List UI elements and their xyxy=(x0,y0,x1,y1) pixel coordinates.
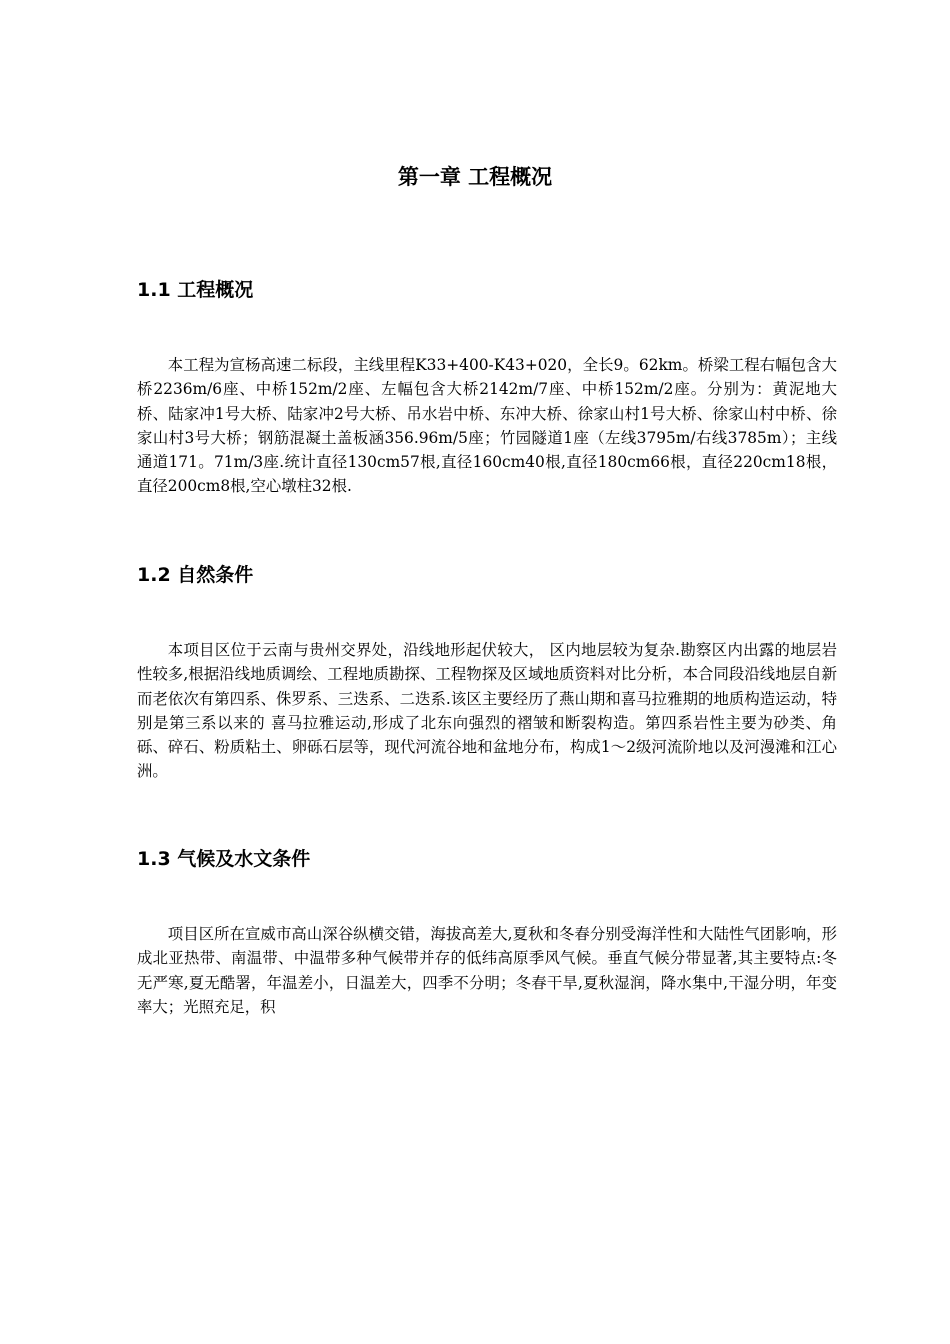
section-heading-climate-hydrology: 1.3 气候及水文条件 xyxy=(137,848,311,870)
section-heading-project-overview: 1.1 工程概况 xyxy=(137,279,254,301)
section-heading-natural-conditions: 1.2 自然条件 xyxy=(137,564,254,586)
section-body-climate-hydrology: 项目区所在宣威市高山深谷纵横交错，海拔高差大,夏秋和冬春分别受海洋性和大陆性气团影响，形成北亚热带、南温带、中温带多种气候带并存的低纬高原季风气候。垂直气候分带显著,其主要特点:冬无严寒,夏无酷署，年温差小，日温差大，四季不分明；冬春干旱,夏秋湿润，降水集中,干湿分明，年变率大；光照充足，积 xyxy=(137,925,837,1016)
chapter-title: 第一章 工程概况 xyxy=(397,165,553,189)
section-body-natural-conditions: 本项目区位于云南与贵州交界处，沿线地形起伏较大， 区内地层较为复杂.勘察区内出露的地层岩性较多,根据沿线地质调绘、工程地质勘探、工程物探及区域地质资料对比分析，本合同段沿线地层自新而老依次有第四系、侏罗系、三迭系、二迭系.该区主要经历了燕山期和喜马拉雅期的地质构造运动，特别是第三系以来的 喜马拉雅运动,形成了北东向强烈的褶皱和断裂构造。第四系岩性主要为砂类、角砾、碎石、粉质粘土、卵砾石层等，现代河流谷地和盆地分布，构成1～2级河流阶地以及河漫滩和江心洲。 xyxy=(137,641,837,781)
section-body-project-overview: 本工程为宣杨高速二标段，主线里程K33+400-K43+020，全长9。62km。桥梁工程右幅包含大桥2236m/6座、中桥152m/2座、左幅包含大桥2142m/7座、中桥152m/2座。分别为：黄泥地大桥、陆家冲1号大桥、陆家冲2号大桥、吊水岩中桥、东冲大桥、徐家山村1号大桥、徐家山村中桥、徐家山村3号大桥；钢筋混凝土盖板涵356.96m/5座；竹园隧道1座（左线3795m/右线3785m）；主线通道171。71m/3座.统计直径130cm57根,直径160cm40根,直径180cm66根，直径220cm18根，直径200cm8根,空心墩柱32根. xyxy=(137,356,837,496)
